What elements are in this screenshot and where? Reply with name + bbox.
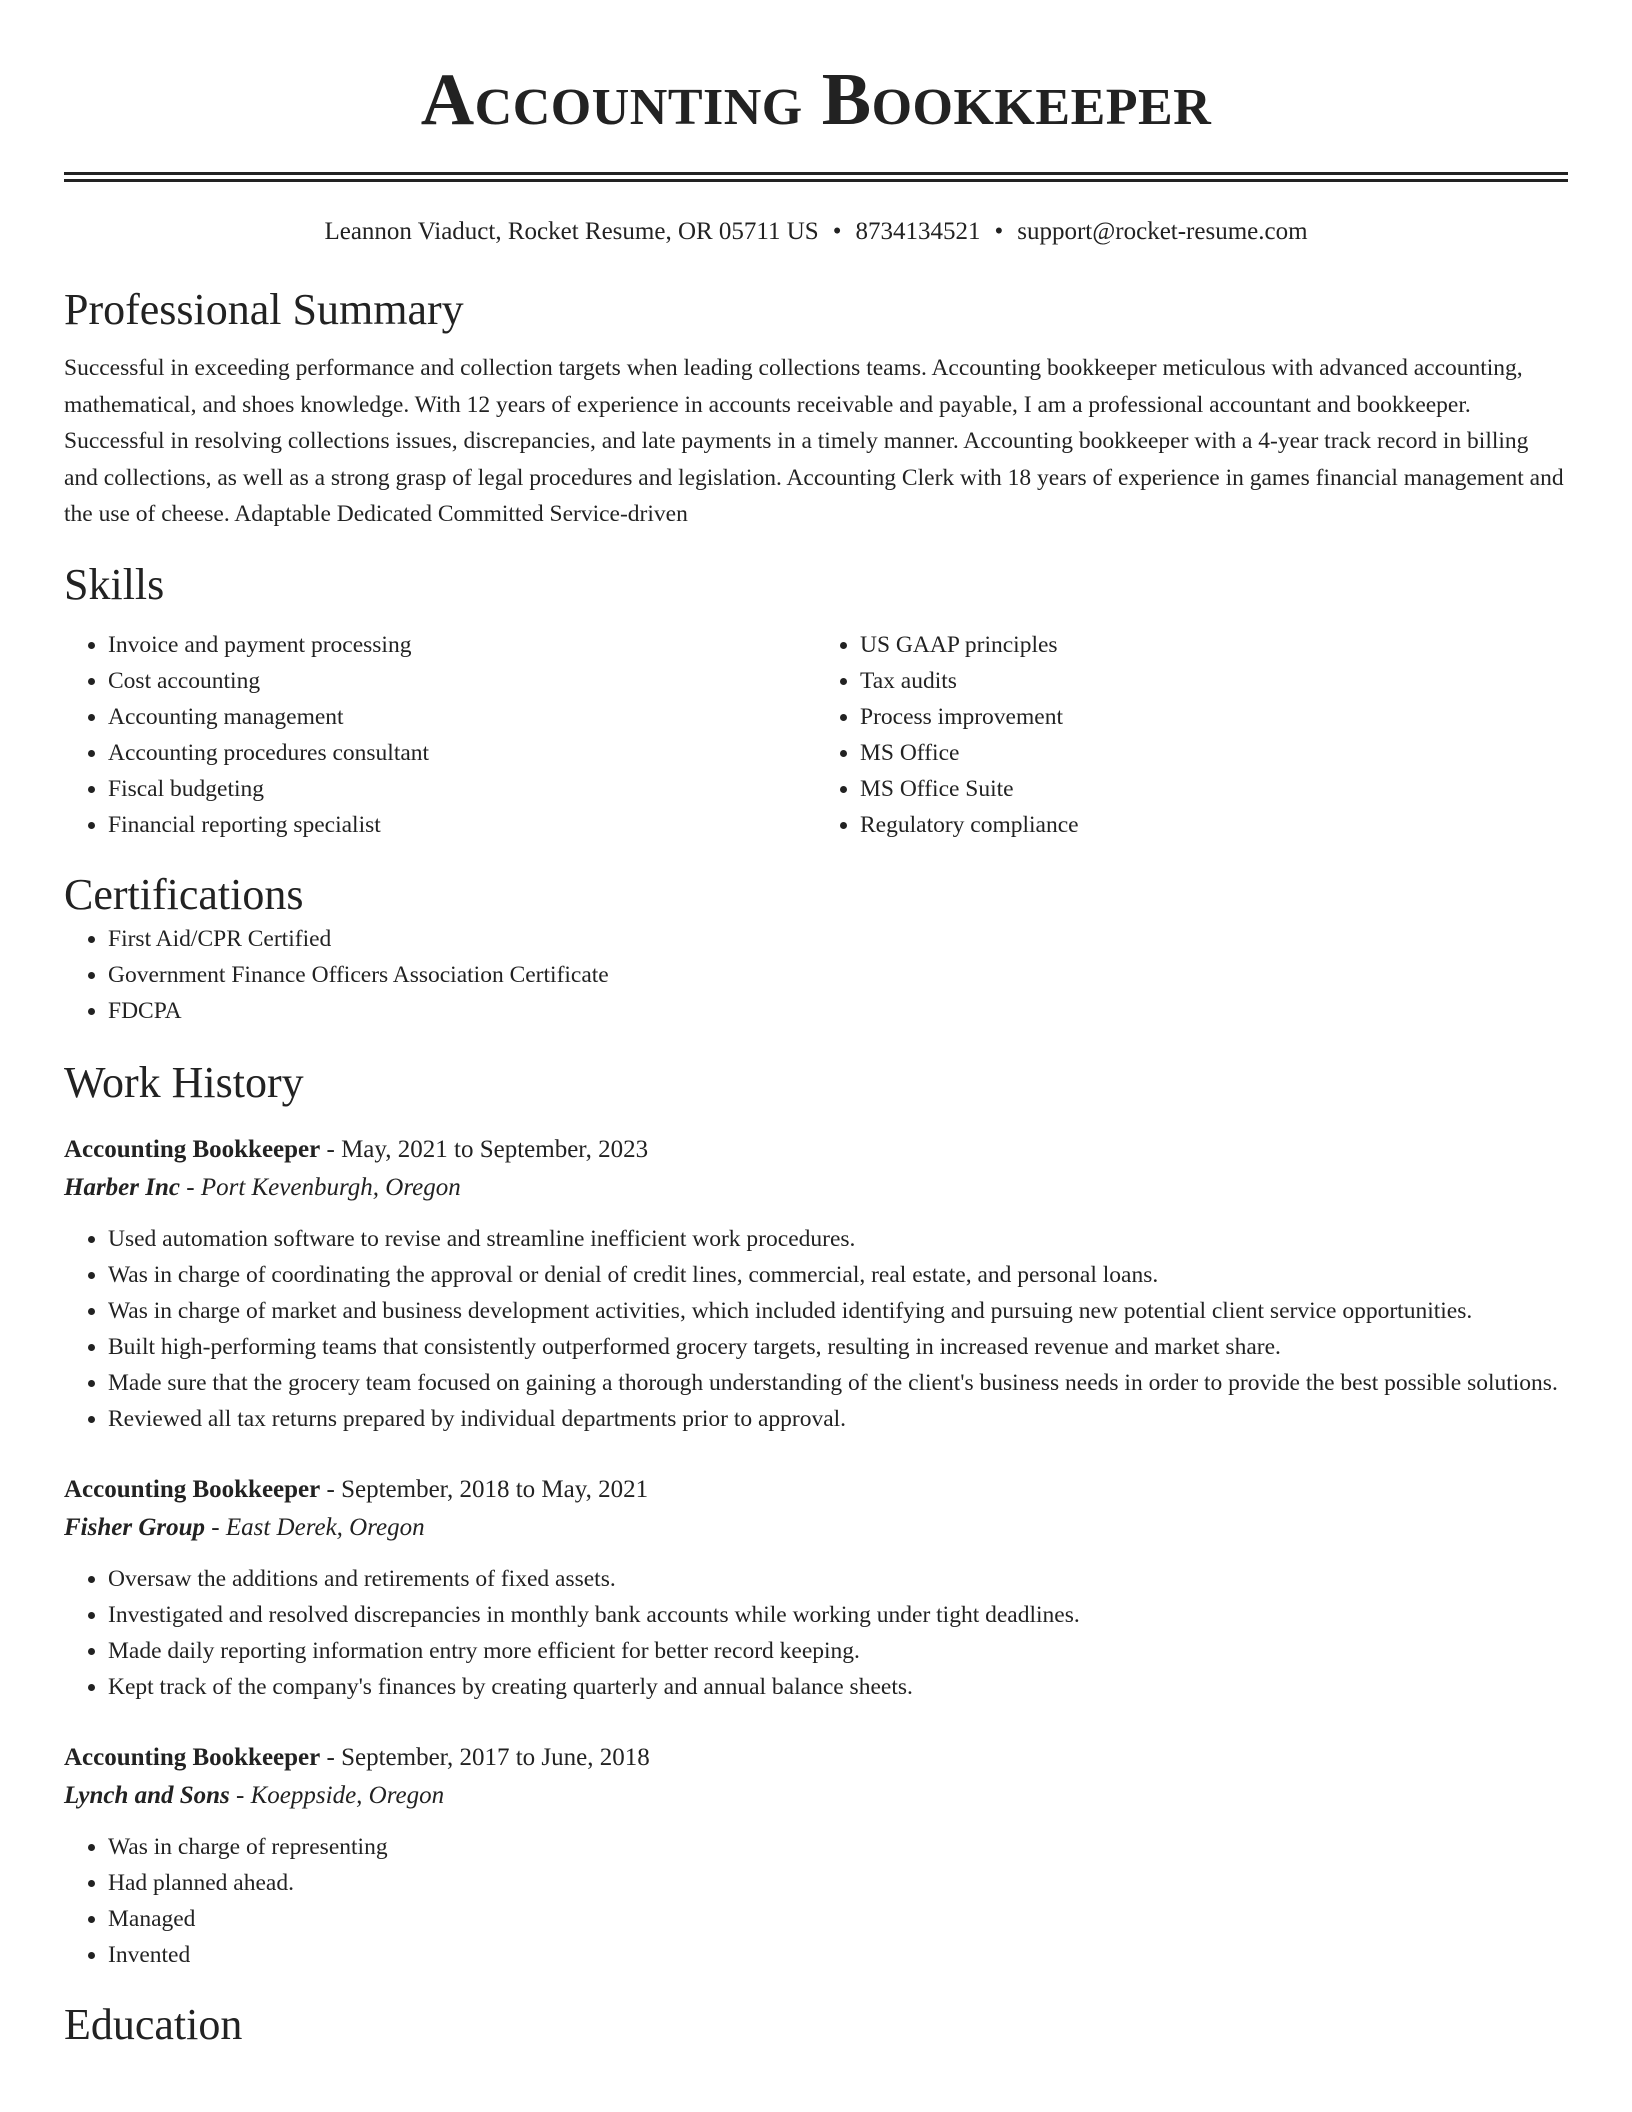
job-duty: • Had planned ahead. (108, 1865, 1568, 1901)
job-entry (64, 1471, 1568, 1705)
job-duty: • Used automation software to revise and streamline inefficient work procedures. (108, 1221, 1568, 1257)
contact-email: support@rocket-resume.com (1017, 218, 1308, 245)
skill-item: • MS Office (860, 735, 1568, 771)
job-duty: • Invented (108, 1937, 1568, 1973)
summary-text: Successful in exceeding performance and collection targets when leading collections teams. Accounting bookkeeper meticulous with advanced accounting, mathematical, and shoes knowledge. With 12 years of experience in accounts receivable and payable, I am a professional accountant and bookkeeper. Successful in resolving collections issues, discrepancies, and late payments in a timely manner. Accounting bookkeeper with a 4-year track record in billing and collections, as well as a strong grasp of legal procedures and legislation. Accounting Clerk with 18 years of experience in games financial management and the use of cheese. Adaptable Dedicated Committed Service-driven (64, 355, 1564, 527)
contact-separator: • (832, 218, 842, 245)
job-entry (64, 1131, 1568, 1437)
certifications-heading: Certifications (64, 869, 304, 919)
skills-list-right (816, 627, 1568, 843)
skills-list-left (64, 627, 816, 843)
job-company-line (64, 1777, 1568, 1815)
resume-title: Accounting Bookkeeper (420, 59, 1212, 141)
job-entry (64, 1739, 1568, 1973)
job-company: Harber Inc (64, 1173, 180, 1201)
job-duty: • Oversaw the additions and retirements of fixed assets. (108, 1561, 1568, 1597)
job-role: Accounting Bookkeeper (64, 1135, 321, 1163)
job-duty: • Was in charge of representing (108, 1829, 1568, 1865)
contact-address: Leannon Viaduct, Rocket Resume, OR 05711 US (324, 218, 819, 245)
work-history-heading: Work History (64, 1057, 304, 1107)
contact-line (64, 216, 1568, 248)
job-duties-list (64, 1221, 1568, 1437)
job-dash: - (205, 1513, 226, 1541)
job-company: Lynch and Sons (64, 1781, 230, 1809)
skill-item: • Tax audits (860, 663, 1568, 699)
skill-item: • MS Office Suite (860, 771, 1568, 807)
job-role: Accounting Bookkeeper (64, 1743, 321, 1771)
skill-item: • Regulatory compliance (860, 807, 1568, 843)
certification-item: • First Aid/CPR Certified (108, 921, 1568, 957)
job-dash: - (320, 1743, 342, 1771)
job-dash: - (179, 1173, 201, 1201)
certification-item: • Government Finance Officers Association Certificate (108, 957, 1568, 993)
education-heading: Education (64, 1999, 243, 2049)
job-dash: - (229, 1781, 251, 1809)
job-company: Fisher Group (64, 1513, 206, 1541)
skill-item: • Cost accounting (108, 663, 816, 699)
job-duty: • Investigated and resolved discrepancies in monthly bank accounts while working under tight deadlines. (108, 1597, 1568, 1633)
summary-heading: Professional Summary (64, 285, 464, 334)
skills-heading: Skills (64, 559, 165, 609)
job-duty: • Managed (108, 1901, 1568, 1937)
skill-item: • Accounting procedures consultant (108, 735, 816, 771)
job-dash: - (320, 1135, 342, 1163)
certification-item: • FDCPA (108, 993, 1568, 1029)
job-dates: September, 2017 to June, 2018 (341, 1743, 650, 1771)
job-duty: • Was in charge of market and business development activities, which included identifying and pursuing new potential client service opportunities. (108, 1293, 1568, 1329)
job-location: Koeppside, Oregon (250, 1781, 445, 1809)
contact-separator: • (994, 218, 1004, 245)
contact-phone: 8734134521 (855, 218, 981, 245)
job-location: East Derek, Oregon (225, 1513, 425, 1541)
job-company-line (64, 1169, 1568, 1207)
job-company-line (64, 1509, 1568, 1547)
job-dates: May, 2021 to September, 2023 (341, 1135, 649, 1163)
job-duty: • Made sure that the grocery team focused on gaining a thorough understanding of the client's business needs in order to provide the best possible solutions. (108, 1365, 1568, 1401)
certifications-list (64, 921, 1568, 1029)
skill-item: • Fiscal budgeting (108, 771, 816, 807)
job-duty: • Reviewed all tax returns prepared by individual departments prior to approval. (108, 1401, 1568, 1437)
skill-item: • Financial reporting specialist (108, 807, 816, 843)
skill-item: • Invoice and payment processing (108, 627, 816, 663)
skills-columns (64, 627, 1568, 843)
job-title-line (64, 1471, 1568, 1509)
job-title-line (64, 1131, 1568, 1169)
job-duty: • Made daily reporting information entry more efficient for better record keeping. (108, 1633, 1568, 1669)
job-duty: • Built high-performing teams that consistently outperformed grocery targets, resulting in increased revenue and market share. (108, 1329, 1568, 1365)
job-duties-list (64, 1561, 1568, 1705)
job-title-line (64, 1739, 1568, 1777)
job-location: Port Kevenburgh, Oregon (200, 1173, 461, 1201)
title-divider (64, 172, 1568, 182)
skill-item: • US GAAP principles (860, 627, 1568, 663)
job-duties-list (64, 1829, 1568, 1973)
job-dash: - (320, 1475, 342, 1503)
skill-item: • Accounting management (108, 699, 816, 735)
job-duty: • Was in charge of coordinating the approval or denial of credit lines, commercial, real estate, and personal loans. (108, 1257, 1568, 1293)
job-dates: September, 2018 to May, 2021 (341, 1475, 649, 1503)
skill-item: • Process improvement (860, 699, 1568, 735)
job-duty: • Kept track of the company's finances by creating quarterly and annual balance sheets. (108, 1669, 1568, 1705)
job-role: Accounting Bookkeeper (64, 1475, 321, 1503)
